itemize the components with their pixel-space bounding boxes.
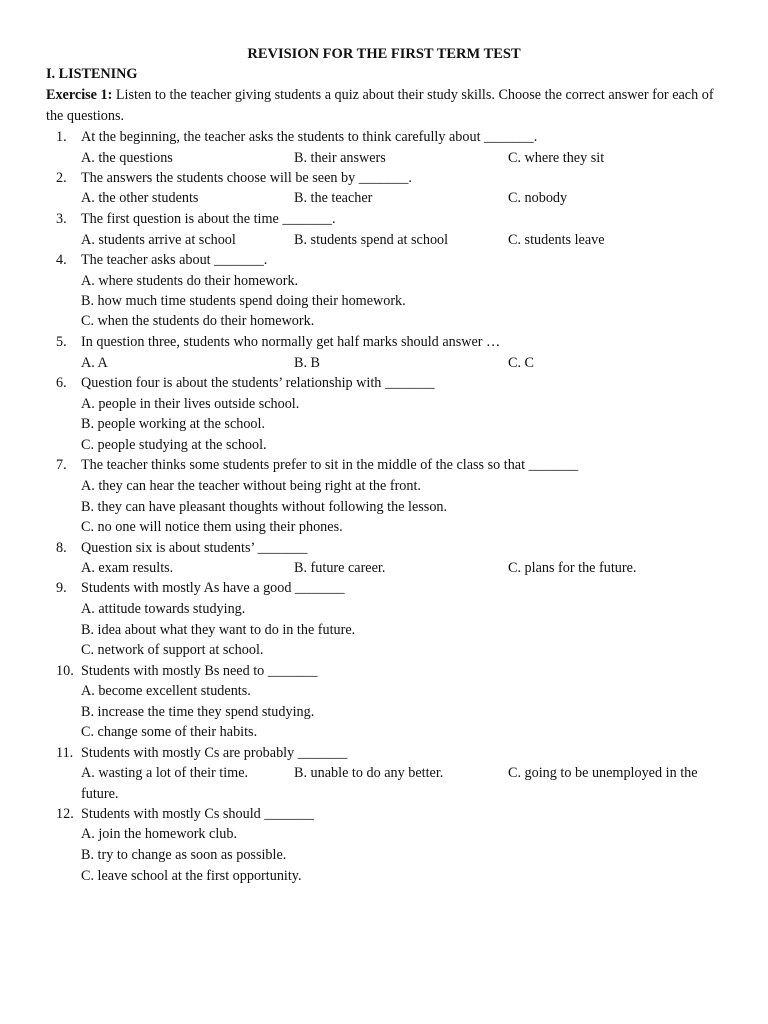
exercise-instruction xyxy=(46,85,726,126)
question-number: 10. xyxy=(56,663,74,679)
option-b: B. they can have pleasant thoughts without following the lesson. xyxy=(81,499,448,515)
question-text: Students with mostly Cs should _______ xyxy=(81,806,314,822)
question-text: In question three, students who normally get half marks should answer … xyxy=(81,334,501,350)
option-a: A. students arrive at school xyxy=(81,232,236,248)
question-text: The first question is about the time _______. xyxy=(81,211,336,227)
question-text: The teacher thinks some students prefer to sit in the middle of the class so that _______ xyxy=(81,457,579,473)
option-b: B. how much time students spend doing their homework. xyxy=(81,293,406,309)
option-a: A. attitude towards studying. xyxy=(81,601,246,617)
question-number: 11. xyxy=(56,745,74,761)
option-c: C. where they sit xyxy=(508,150,605,166)
question-text: The answers the students choose will be seen by _______. xyxy=(81,170,412,186)
option-a: A. the other students xyxy=(81,190,199,206)
option-c: C. leave school at the first opportunity. xyxy=(81,868,302,884)
option-b: B. B xyxy=(294,355,321,371)
option-a: A. where students do their homework. xyxy=(81,273,299,289)
option-b: B. the teacher xyxy=(294,190,373,206)
option-a: A. become excellent students. xyxy=(81,683,251,699)
question-text: Question six is about students’ _______ xyxy=(81,540,308,556)
question-number: 2. xyxy=(56,170,67,186)
option-c: C. change some of their habits. xyxy=(81,724,258,740)
option-c: C. C xyxy=(508,355,535,371)
option-c: C. when the students do their homework. xyxy=(81,313,315,329)
option-c: C. students leave xyxy=(508,232,605,248)
option-a: A. the questions xyxy=(81,150,173,166)
option-b: B. try to change as soon as possible. xyxy=(81,847,287,863)
question-text: Students with mostly Cs are probably _______ xyxy=(81,745,348,761)
option-a: A. A xyxy=(81,355,108,371)
option-b: B. their answers xyxy=(294,150,386,166)
question-number: 1. xyxy=(56,129,67,145)
question-text: At the beginning, the teacher asks the students to think carefully about _______. xyxy=(81,129,538,145)
question-number: 6. xyxy=(56,375,67,391)
option-b: B. people working at the school. xyxy=(81,416,266,432)
option-a: A. wasting a lot of their time. xyxy=(81,765,249,781)
document-title: REVISION FOR THE FIRST TERM TEST xyxy=(247,46,521,62)
option-c: C. going to be unemployed in the xyxy=(508,765,698,781)
option-a: A. join the homework club. xyxy=(81,826,238,842)
exercise-label: Exercise 1: xyxy=(46,87,113,103)
question-number: 3. xyxy=(56,211,67,227)
question-number: 8. xyxy=(56,540,67,556)
question-number: 4. xyxy=(56,252,67,268)
option-c: C. people studying at the school. xyxy=(81,437,267,453)
option-c: C. no one will notice them using their phones. xyxy=(81,519,343,535)
option-c: C. network of support at school. xyxy=(81,642,264,658)
option-b: B. students spend at school xyxy=(294,232,449,248)
option-c: C. plans for the future. xyxy=(508,560,637,576)
question-text: Students with mostly As have a good _______ xyxy=(81,580,345,596)
question-text: Students with mostly Bs need to _______ xyxy=(81,663,318,679)
exercise-instruction-text: Listen to the teacher giving students a quiz about their study skills. Choose the correct answer for each of the questions. xyxy=(46,87,714,124)
option-c: C. nobody xyxy=(508,190,568,206)
option-b: B. future career. xyxy=(294,560,386,576)
option-b: B. increase the time they spend studying. xyxy=(81,704,315,720)
question-text: Question four is about the students’ relationship with _______ xyxy=(81,375,435,391)
option-a: A. they can hear the teacher without being right at the front. xyxy=(81,478,421,494)
option-b: B. idea about what they want to do in the future. xyxy=(81,622,356,638)
question-number: 9. xyxy=(56,580,67,596)
section-heading: I. LISTENING xyxy=(46,66,138,82)
option-a: A. exam results. xyxy=(81,560,174,576)
question-text: The teacher asks about _______. xyxy=(81,252,268,268)
question-number: 12. xyxy=(56,806,74,822)
option-a: A. people in their lives outside school. xyxy=(81,396,300,412)
option-b: B. unable to do any better. xyxy=(294,765,444,781)
question-number: 5. xyxy=(56,334,67,350)
option-c-continuation: future. xyxy=(81,786,119,802)
question-number: 7. xyxy=(56,457,67,473)
